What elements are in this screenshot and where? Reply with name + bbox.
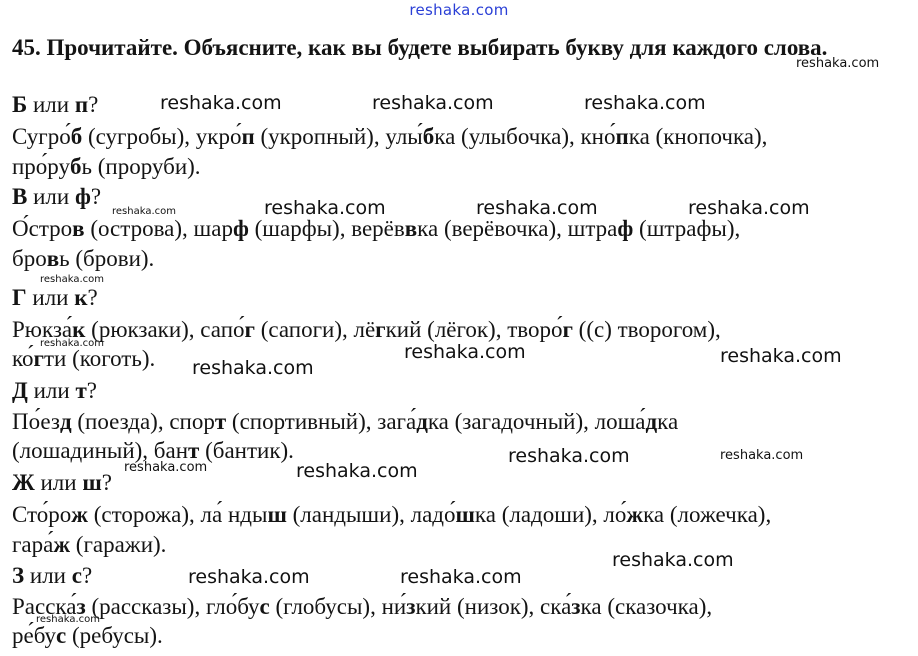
- question-letter: п: [74, 92, 89, 117]
- watermark-tiny: reshaka.com: [40, 274, 104, 285]
- watermark: reshaka.com: [188, 566, 310, 588]
- highlighted-letter: з: [76, 594, 86, 619]
- word-text: гара́: [12, 532, 54, 557]
- highlighted-letter: с: [56, 623, 67, 648]
- word-text: ре́бу: [12, 623, 57, 648]
- word-text: Сугро́: [12, 124, 71, 149]
- letter-question: [12, 562, 92, 590]
- word-text: (сугробы), укро́: [82, 124, 242, 149]
- word-text: (укропный), улы́: [254, 124, 423, 149]
- word-line: [12, 244, 154, 274]
- word-text: (штрафы),: [633, 216, 741, 241]
- word-text: (поезда), спор: [71, 409, 215, 434]
- word-line: [12, 152, 201, 182]
- word-text: ка (кнопочка),: [628, 124, 768, 149]
- watermark-small: reshaka.com: [720, 448, 804, 463]
- question-text: или: [34, 470, 83, 495]
- question-text: или: [27, 378, 76, 403]
- exercise-title: 45. Прочитайте. Объясните, как вы будете выбирать букву для каждого слова.: [12, 35, 828, 60]
- question-letter: В: [12, 184, 28, 209]
- watermark: reshaka.com: [160, 92, 282, 114]
- word-text: бро: [12, 246, 47, 271]
- word-text: (шарфы), верёв: [248, 216, 405, 241]
- word-text: ка: [657, 409, 679, 434]
- word-text: ка (сказочка),: [580, 594, 713, 619]
- question-text: ?: [87, 285, 98, 310]
- word-line: [12, 500, 771, 530]
- watermark: reshaka.com: [612, 549, 734, 571]
- highlighted-letter: в: [46, 246, 60, 271]
- watermark: reshaka.com: [476, 197, 598, 219]
- watermark: reshaka.com: [688, 197, 810, 219]
- watermark: reshaka.com: [372, 92, 494, 114]
- word-text: По́ез: [12, 409, 60, 434]
- question-letter: т: [75, 378, 87, 403]
- word-line: [12, 315, 721, 345]
- word-text: кий (лёгок), творо́: [385, 317, 563, 342]
- question-text: или: [26, 285, 75, 310]
- highlighted-letter: т: [214, 409, 227, 434]
- word-text: (гаражи).: [70, 532, 167, 557]
- top-watermark: reshaka.com: [409, 1, 509, 19]
- highlighted-letter: ф: [617, 216, 634, 241]
- watermark-small: reshaka.com: [124, 460, 208, 475]
- watermark: reshaka.com: [404, 341, 526, 363]
- question-letter: Ж: [12, 470, 35, 495]
- word-text: Рюкза́: [12, 317, 73, 342]
- question-text: ?: [86, 378, 97, 403]
- question-letter: ф: [74, 184, 91, 209]
- word-text: (лошадиный), бан: [12, 438, 189, 463]
- question-text: ?: [88, 92, 99, 117]
- highlighted-letter: г: [562, 317, 573, 342]
- word-text: (рассказы), гло́бу: [85, 594, 260, 619]
- highlighted-letter: г: [33, 346, 44, 371]
- question-letter: Г: [12, 285, 27, 310]
- word-text: Сто́ро: [12, 502, 72, 527]
- highlighted-letter: б: [422, 124, 435, 149]
- word-text: О́стро: [12, 216, 73, 241]
- question-text: или: [27, 92, 75, 117]
- highlighted-letter: ш: [267, 502, 287, 527]
- word-text: (спортивный), зага́: [226, 409, 417, 434]
- word-line: [12, 122, 767, 152]
- word-text: (рюкзаки), сапо́: [85, 317, 245, 342]
- watermark: reshaka.com: [296, 460, 418, 482]
- word-text: (острова), шар: [84, 216, 233, 241]
- watermark: reshaka.com: [508, 445, 630, 467]
- highlighted-letter: з: [406, 594, 416, 619]
- question-text: ?: [81, 563, 93, 588]
- word-text: ти (коготь).: [43, 346, 156, 371]
- watermark-tiny: reshaka.com: [36, 614, 100, 625]
- word-text: (глобусы), ни́: [269, 594, 407, 619]
- highlighted-letter: т: [188, 438, 200, 463]
- question-text: или: [27, 184, 75, 209]
- word-line: [12, 621, 163, 651]
- letter-question: [12, 284, 98, 312]
- watermark: reshaka.com: [584, 92, 706, 114]
- highlighted-letter: б: [70, 154, 82, 179]
- question-letter: Д: [12, 378, 28, 403]
- watermark-small: reshaka.com: [796, 56, 880, 71]
- word-text: ко́: [12, 346, 34, 371]
- word-text: (ребусы).: [66, 623, 163, 648]
- word-text: (сапоги), лё: [254, 317, 376, 342]
- word-text: ь (проруби).: [81, 154, 201, 179]
- question-text: или: [24, 563, 72, 588]
- word-line: [12, 407, 678, 437]
- highlighted-letter: ж: [53, 532, 71, 557]
- watermark: reshaka.com: [264, 197, 386, 219]
- word-text: ь (брови).: [59, 246, 155, 271]
- highlighted-letter: д: [416, 409, 428, 434]
- word-text: ((с) творогом),: [572, 317, 721, 342]
- highlighted-letter: ш: [455, 502, 475, 527]
- highlighted-letter: п: [241, 124, 255, 149]
- question-text: ?: [90, 184, 102, 209]
- question-letter: с: [71, 563, 82, 588]
- watermark-tiny: reshaka.com: [112, 206, 176, 217]
- word-line: [12, 592, 712, 622]
- watermark-tiny: reshaka.com: [40, 338, 104, 349]
- highlighted-letter: к: [72, 317, 86, 342]
- word-text: кий (низок), ска́: [415, 594, 572, 619]
- question-letter: к: [74, 285, 88, 310]
- word-text: (бантик).: [199, 438, 294, 463]
- highlighted-letter: з: [571, 594, 581, 619]
- letter-question: [12, 91, 98, 119]
- word-line: [12, 530, 166, 560]
- word-text: (ландыши), ладо́: [286, 502, 456, 527]
- question-letter: З: [12, 563, 25, 588]
- question-text: ?: [101, 470, 112, 495]
- watermark: reshaka.com: [192, 357, 314, 379]
- highlighted-letter: д: [645, 409, 658, 434]
- letter-question: [12, 469, 112, 497]
- highlighted-letter: с: [259, 594, 270, 619]
- word-text: ка (загадочный), лоша́: [427, 409, 646, 434]
- highlighted-letter: б: [70, 124, 83, 149]
- highlighted-letter: ж: [626, 502, 644, 527]
- word-text: ка (ложечка),: [643, 502, 772, 527]
- word-text: Расска́: [12, 594, 77, 619]
- highlighted-letter: ф: [232, 216, 249, 241]
- letter-question: [12, 377, 97, 405]
- watermark: reshaka.com: [400, 566, 522, 588]
- highlighted-letter: в: [72, 216, 85, 241]
- question-letter: Б: [12, 92, 28, 117]
- highlighted-letter: п: [615, 124, 629, 149]
- highlighted-letter: г: [244, 317, 255, 342]
- question-letter: ш: [82, 470, 102, 495]
- watermark: reshaka.com: [720, 345, 842, 367]
- word-text: ка (верёвочка), штра: [417, 216, 618, 241]
- word-text: (сторожа), ла́ нды: [87, 502, 268, 527]
- highlighted-letter: д: [59, 409, 72, 434]
- letter-question: [12, 183, 101, 211]
- word-text: про́ру: [12, 154, 71, 179]
- highlighted-letter: в: [404, 216, 418, 241]
- word-text: ка (улыбочка), кно́: [434, 124, 616, 149]
- highlighted-letter: г: [375, 317, 386, 342]
- word-text: ка (ладоши), ло́: [474, 502, 627, 527]
- highlighted-letter: ж: [71, 502, 88, 527]
